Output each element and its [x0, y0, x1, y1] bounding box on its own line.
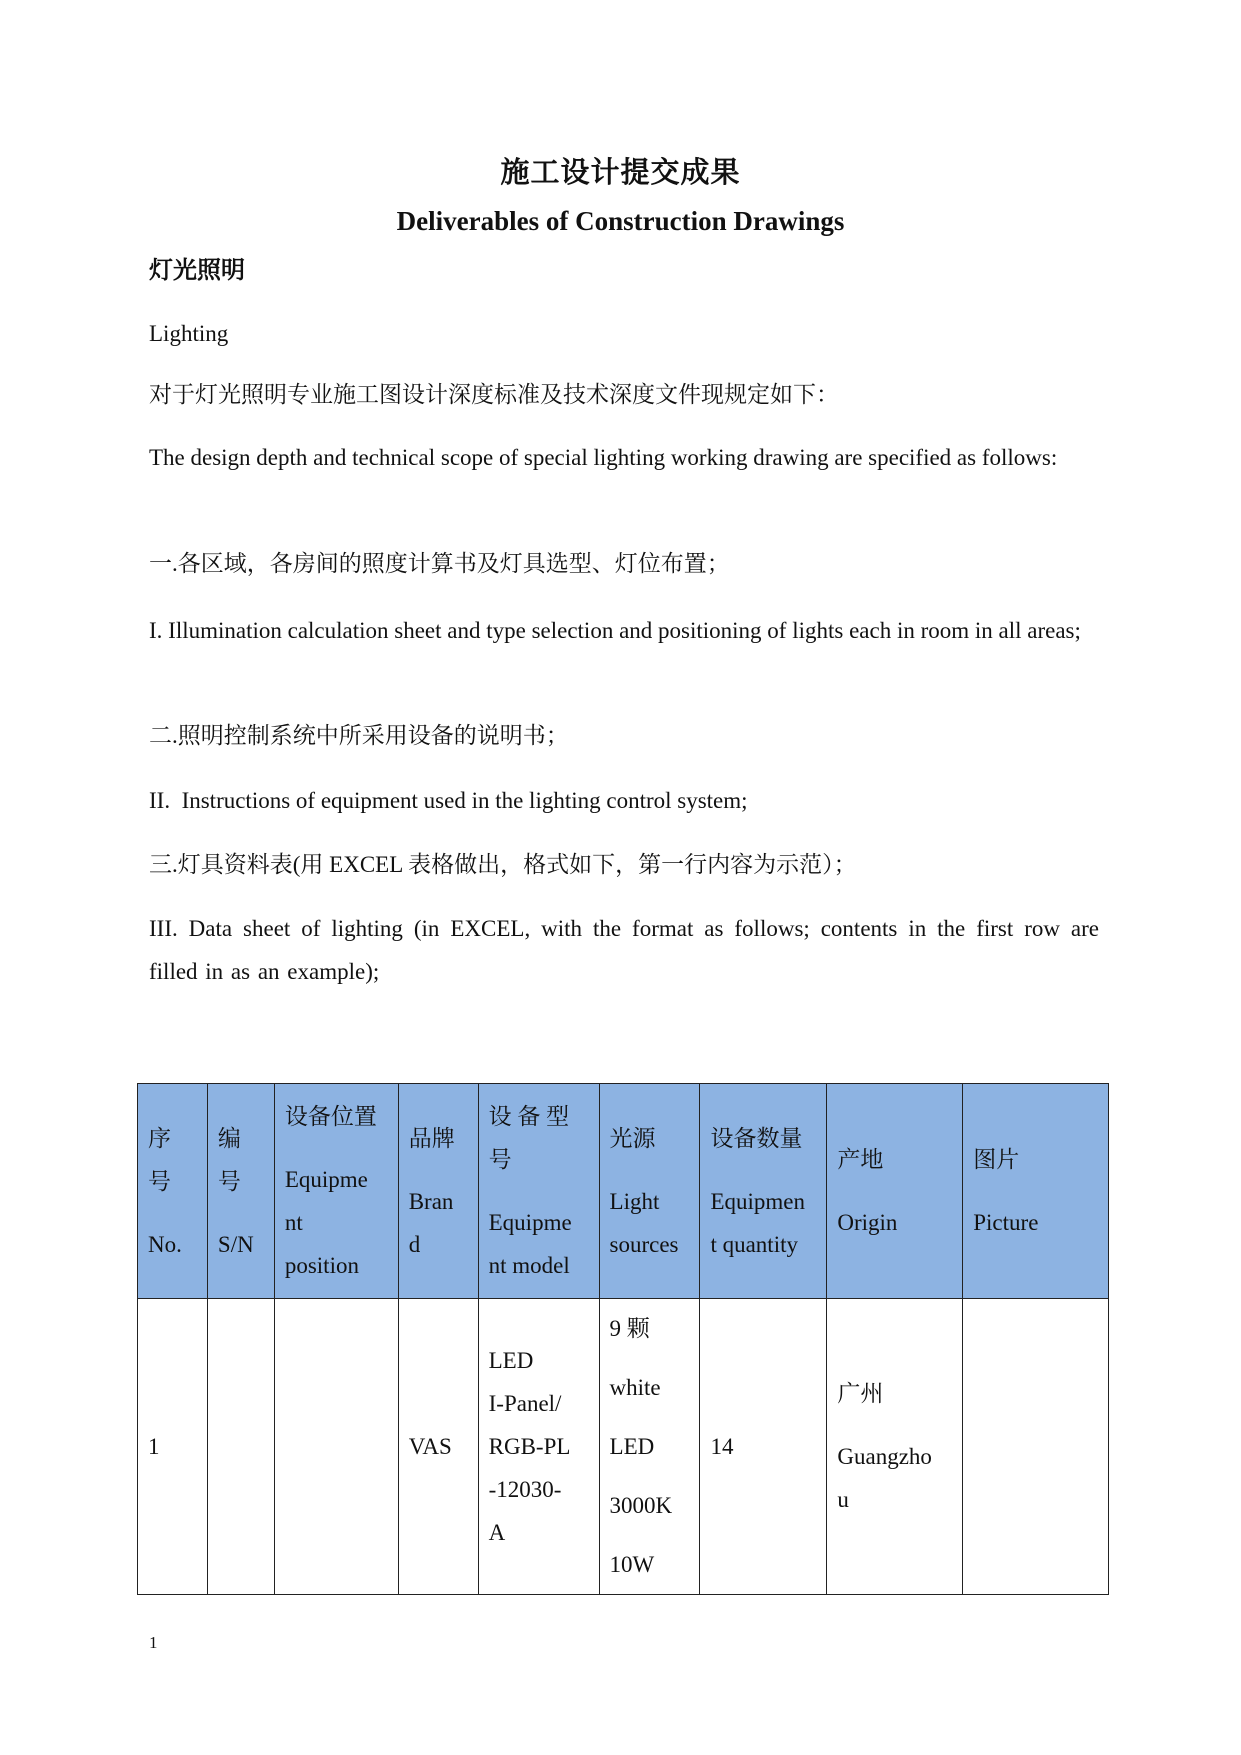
- header-light-sources: 光源 Light sources: [599, 1084, 700, 1299]
- intro-chinese: 对于灯光照明专业施工图设计深度标准及技术深度文件现规定如下：: [149, 382, 839, 407]
- title-english: Deliverables of Construction Drawings: [396, 206, 845, 236]
- header-picture: 图片 Picture: [963, 1084, 1109, 1299]
- header-equipment-position: 设备位置 Equipme nt position: [274, 1084, 398, 1299]
- title-chinese: 施工设计提交成果: [500, 157, 741, 189]
- table-row: [138, 1299, 1109, 1595]
- header-no: 序 号 No.: [138, 1084, 208, 1299]
- header-origin: 产地 Origin: [827, 1084, 963, 1299]
- item-3-chinese: 三.灯具资料表(用 EXCEL 表格做出，格式如下，第一行内容为示范）；: [149, 852, 857, 877]
- cell-origin: 广州 Guangzho u: [827, 1299, 963, 1595]
- header-equipment-model: 设 备 型 号 Equipme nt model: [478, 1084, 599, 1299]
- item-2-english: II. Instructions of equipment used in the lighting control system;: [149, 788, 748, 813]
- header-equipment-quantity: 设备数量 Equipmen t quantity: [700, 1084, 827, 1299]
- cell-no: 1: [138, 1299, 208, 1595]
- item-1-english: I. Illumination calculation sheet and type selection and positioning of lights each in room in all areas;: [149, 618, 1081, 643]
- item-3-english: III. Data sheet of lighting (in EXCEL, with the format as follows; contents in the first row are filled in as an example);: [149, 916, 1099, 984]
- item-1-chinese: 一.各区域，各房间的照度计算书及灯具选型、灯位布置；: [149, 551, 730, 576]
- cell-sn: [207, 1299, 274, 1595]
- header-sn: 编 号 S/N: [207, 1084, 274, 1299]
- cell-light-sources: 9 颗 white LED 3000K 10W: [599, 1299, 700, 1595]
- section-heading-chinese: 灯光照明: [149, 258, 245, 284]
- item-2-chinese: 二.照明控制系统中所采用设备的说明书；: [149, 723, 569, 748]
- section-heading-english: Lighting: [149, 321, 229, 346]
- lighting-data-table: [137, 1083, 1109, 1595]
- cell-equipment-quantity: 14: [700, 1299, 827, 1595]
- page-number: 1: [149, 1633, 158, 1652]
- cell-brand: VAS: [398, 1299, 478, 1595]
- cell-equipment-model: LED I-Panel/ RGB-PL -12030- A: [478, 1299, 599, 1595]
- cell-picture: [963, 1299, 1109, 1595]
- intro-english: The design depth and technical scope of special lighting working drawing are specified as follows:: [149, 445, 1058, 470]
- header-brand: 品牌 Bran d: [398, 1084, 478, 1299]
- cell-equipment-position: [274, 1299, 398, 1595]
- table-header-row: [138, 1084, 1109, 1299]
